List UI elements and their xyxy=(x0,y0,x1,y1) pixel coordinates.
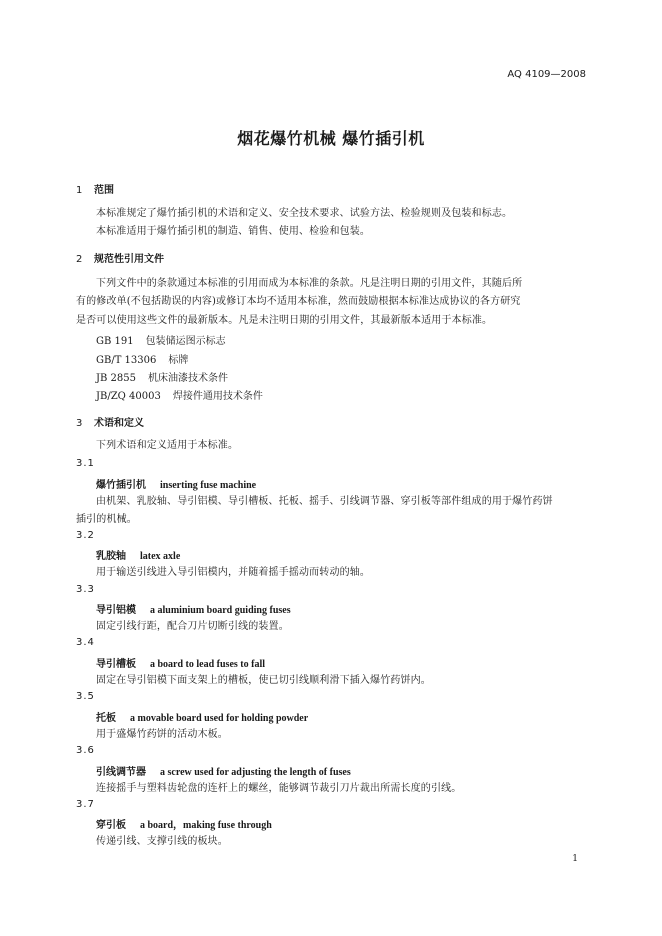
section-title: 术语和定义 xyxy=(94,418,144,429)
term-english: latex axle xyxy=(140,551,181,562)
section-title: 规范性引用文件 xyxy=(94,254,164,265)
section-title: 范围 xyxy=(94,185,114,196)
term-english: a movable board used for holding powder xyxy=(130,713,309,724)
document-title: 烟花爆竹机械 爆竹插引机 xyxy=(237,129,425,148)
page-number: 1 xyxy=(572,854,578,864)
section-1-heading xyxy=(76,181,114,196)
term-chinese: 导引铝模 xyxy=(96,605,136,616)
term-heading xyxy=(96,763,351,778)
term-number: 3.1 xyxy=(76,458,95,469)
term-heading xyxy=(96,476,256,491)
term-number: 3.6 xyxy=(76,745,95,756)
term-chinese: 爆竹插引机 xyxy=(96,480,146,491)
term-heading xyxy=(96,709,308,724)
term-english: a board，making fuse through xyxy=(140,820,272,831)
term-english: inserting fuse machine xyxy=(160,480,257,491)
section-1-paragraph-1: 本标准规定了爆竹插引机的术语和定义、安全技术要求、试验方法、检验规则及包装和标志。 xyxy=(96,208,513,219)
term-heading xyxy=(96,601,291,616)
reference-name: 包装储运图示标志 xyxy=(145,336,226,347)
reference-name: 焊接件通用技术条件 xyxy=(172,391,263,402)
reference-item xyxy=(96,351,188,366)
term-definition: 连接摇手与塑料齿轮盘的连杆上的螺丝，能够调节裁引刀片裁出所需长度的引线。 xyxy=(96,783,462,794)
reference-item xyxy=(96,387,263,402)
section-number: 2 xyxy=(76,254,83,265)
reference-code: JB 2855 xyxy=(96,373,136,384)
standard-code: AQ 4109—2008 xyxy=(507,69,586,80)
section-2-line-2: 有的修改单(不包括勘误的内容)或修订本均不适用本标准，然而鼓励根据本标准达成协议的各方研究 xyxy=(76,296,521,307)
term-chinese: 托板 xyxy=(96,713,116,724)
term-definition: 用于输送引线进入导引铝模内，并随着摇手摇动而转动的轴。 xyxy=(96,567,371,578)
reference-code: GB/T 13306 xyxy=(96,355,157,366)
reference-name: 标牌 xyxy=(168,355,189,366)
term-chinese: 穿引板 xyxy=(96,820,126,831)
reference-name: 机床油漆技术条件 xyxy=(148,373,228,384)
term-definition: 由机架、乳胶轴、导引铝模、导引槽板、托板、摇手、引线调节器、穿引板等部件组成的用于爆竹药饼 xyxy=(96,496,553,507)
section-3-heading xyxy=(76,414,144,429)
term-definition: 用于盛爆竹药饼的活动木板。 xyxy=(96,729,228,740)
section-2-line-1: 下列文件中的条款通过本标准的引用而成为本标准的条款。凡是注明日期的引用文件，其随后所 xyxy=(96,278,523,289)
term-english: a board to lead fuses to fall xyxy=(150,659,265,670)
term-definition: 固定引线行距，配合刀片切断引线的装置。 xyxy=(96,621,289,632)
reference-item xyxy=(96,332,226,347)
section-3-intro: 下列术语和定义适用于本标准。 xyxy=(96,440,239,451)
term-definition: 固定在导引铝模下面支架上的槽板，使已切引线顺利滑下插入爆竹药饼内。 xyxy=(96,675,431,686)
term-definition-continued: 插引的机械。 xyxy=(76,514,137,525)
section-1-paragraph-2: 本标准适用于爆竹插引机的制造、销售、使用、检验和包装。 xyxy=(96,226,371,237)
term-chinese: 乳胶轴 xyxy=(96,551,126,562)
term-heading xyxy=(96,655,265,670)
reference-code: JB/ZQ 40003 xyxy=(96,391,161,402)
term-chinese: 引线调节器 xyxy=(96,767,146,778)
section-number: 1 xyxy=(76,185,83,196)
term-number: 3.2 xyxy=(76,530,95,541)
term-definition: 传递引线、支撑引线的板块。 xyxy=(96,836,228,847)
term-english: a aluminium board guiding fuses xyxy=(150,605,291,616)
term-english: a screw used for adjusting the length of fuses xyxy=(160,767,351,778)
section-2-line-3: 是否可以使用这些文件的最新版本。凡是未注明日期的引用文件，其最新版本适用于本标准。 xyxy=(76,315,493,326)
term-heading xyxy=(96,816,272,831)
term-number: 3.3 xyxy=(76,584,95,595)
term-number: 3.7 xyxy=(76,799,95,810)
section-2-heading xyxy=(76,250,164,265)
reference-item xyxy=(96,369,228,384)
term-chinese: 导引槽板 xyxy=(96,659,136,670)
reference-code: GB 191 xyxy=(96,336,134,347)
section-number: 3 xyxy=(76,418,83,429)
term-number: 3.4 xyxy=(76,637,95,648)
term-heading xyxy=(96,547,180,562)
term-number: 3.5 xyxy=(76,691,95,702)
